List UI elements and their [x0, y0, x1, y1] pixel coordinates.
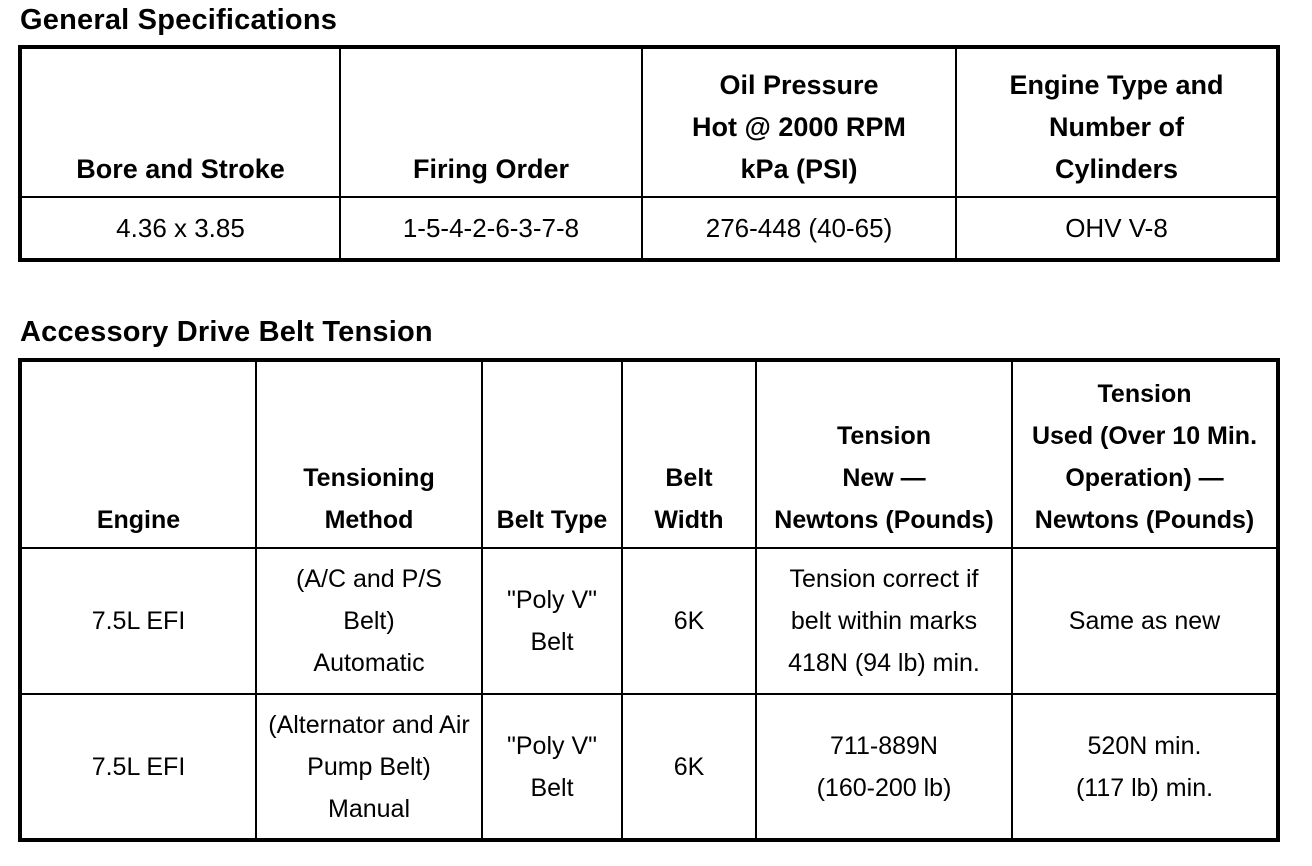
- general-specifications-title: General Specifications: [20, 4, 338, 36]
- header-bore-and-stroke: Bore and Stroke: [20, 47, 340, 197]
- cell-bore-and-stroke: 4.36 x 3.85: [20, 197, 340, 260]
- header-tensioning-method: Tensioning Method: [256, 360, 482, 548]
- cell-tension-new: Tension correct if belt within marks 418N (94 lb) min.: [756, 548, 1012, 694]
- header-firing-order: Firing Order: [340, 47, 642, 197]
- header-belt-type: Belt Type: [482, 360, 622, 548]
- cell-tension-new: 711-889N (160-200 lb): [756, 694, 1012, 840]
- cell-tension-used: Same as new: [1012, 548, 1278, 694]
- table-row: [20, 548, 1278, 694]
- table-row: [20, 197, 1278, 260]
- header-engine: Engine: [20, 360, 256, 548]
- cell-belt-width: 6K: [622, 694, 756, 840]
- header-engine-type: Engine Type and Number of Cylinders: [956, 47, 1278, 197]
- cell-belt-type: "Poly V" Belt: [482, 548, 622, 694]
- general-header-row: [20, 47, 1278, 197]
- cell-tension-used: 520N min. (117 lb) min.: [1012, 694, 1278, 840]
- cell-tensioning-method: (A/C and P/S Belt) Automatic: [256, 548, 482, 694]
- belt-tension-table: [18, 358, 1280, 842]
- header-oil-pressure: Oil Pressure Hot @ 2000 RPM kPa (PSI): [642, 47, 956, 197]
- header-tension-new: Tension New — Newtons (Pounds): [756, 360, 1012, 548]
- belt-tension-title: Accessory Drive Belt Tension: [20, 316, 433, 348]
- cell-engine: 7.5L EFI: [20, 548, 256, 694]
- header-tension-used: Tension Used (Over 10 Min. Operation) — Newtons (Pounds): [1012, 360, 1278, 548]
- cell-engine: 7.5L EFI: [20, 694, 256, 840]
- cell-firing-order: 1-5-4-2-6-3-7-8: [340, 197, 642, 260]
- cell-belt-width: 6K: [622, 548, 756, 694]
- header-belt-width: Belt Width: [622, 360, 756, 548]
- table-row: [20, 694, 1278, 840]
- belt-header-row: [20, 360, 1278, 548]
- cell-tensioning-method: (Alternator and Air Pump Belt) Manual: [256, 694, 482, 840]
- cell-engine-type: OHV V-8: [956, 197, 1278, 260]
- cell-belt-type: "Poly V" Belt: [482, 694, 622, 840]
- general-specifications-table: [18, 45, 1280, 262]
- cell-oil-pressure: 276-448 (40-65): [642, 197, 956, 260]
